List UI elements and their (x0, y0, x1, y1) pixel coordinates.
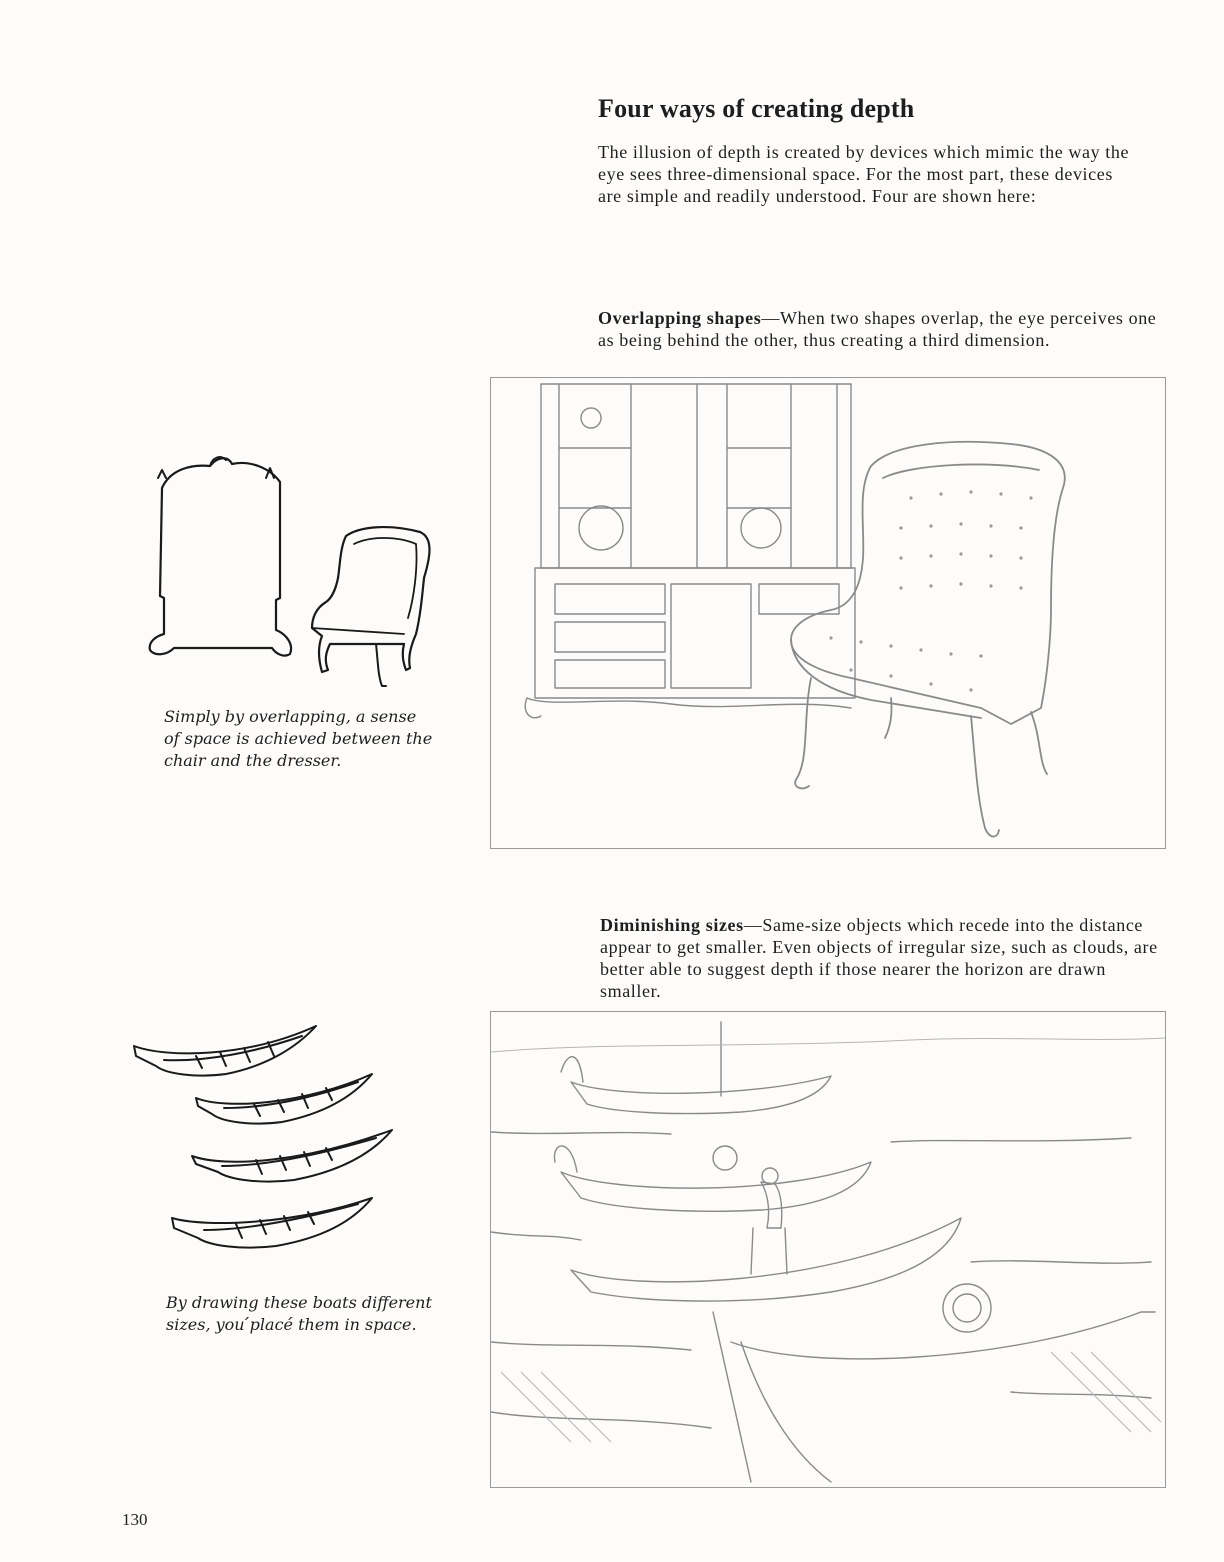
diminishing-sizes-body: —Same-size objects which recede into the distance appear to get smaller. Even objects of irregular size, such as clouds, are better able to suggest depth if those nearer the horizon are drawn smaller. (600, 915, 1158, 1001)
overlapping-shapes-paragraph (598, 307, 1158, 351)
overlapping-shapes-caption: Simply by overlapping, a sense of space is achieved between the chair and the dresser. (164, 707, 433, 770)
diminishing-sizes-paragraph (600, 914, 1170, 1002)
chair-cabinet-pencil-drawing (490, 377, 1166, 849)
overlapping-shapes-heading: Overlapping shapes (598, 308, 762, 328)
diminishing-sizes-caption: By drawing these boats different sizes, you ́́placé́ them in space. (166, 1293, 432, 1334)
boats-ink-sketch (126, 1018, 406, 1268)
page-title: Four ways of creating depth (598, 94, 915, 123)
intro-paragraph: The illusion of depth is created by devices which mimic the way the eye sees three-dimensional space. For the most part, these devices are simple and readily understood. Four are shown here: (598, 142, 1130, 206)
boats-pencil-drawing (490, 1011, 1166, 1488)
diminishing-sizes-heading: Diminishing sizes (600, 915, 744, 935)
dresser-chair-ink-sketch (140, 448, 440, 698)
overlapping-shapes-body: —When two shapes overlap, the eye perceives one as being behind the other, thus creating a third dimension. (598, 308, 1157, 350)
page-number: 130 (122, 1510, 148, 1529)
